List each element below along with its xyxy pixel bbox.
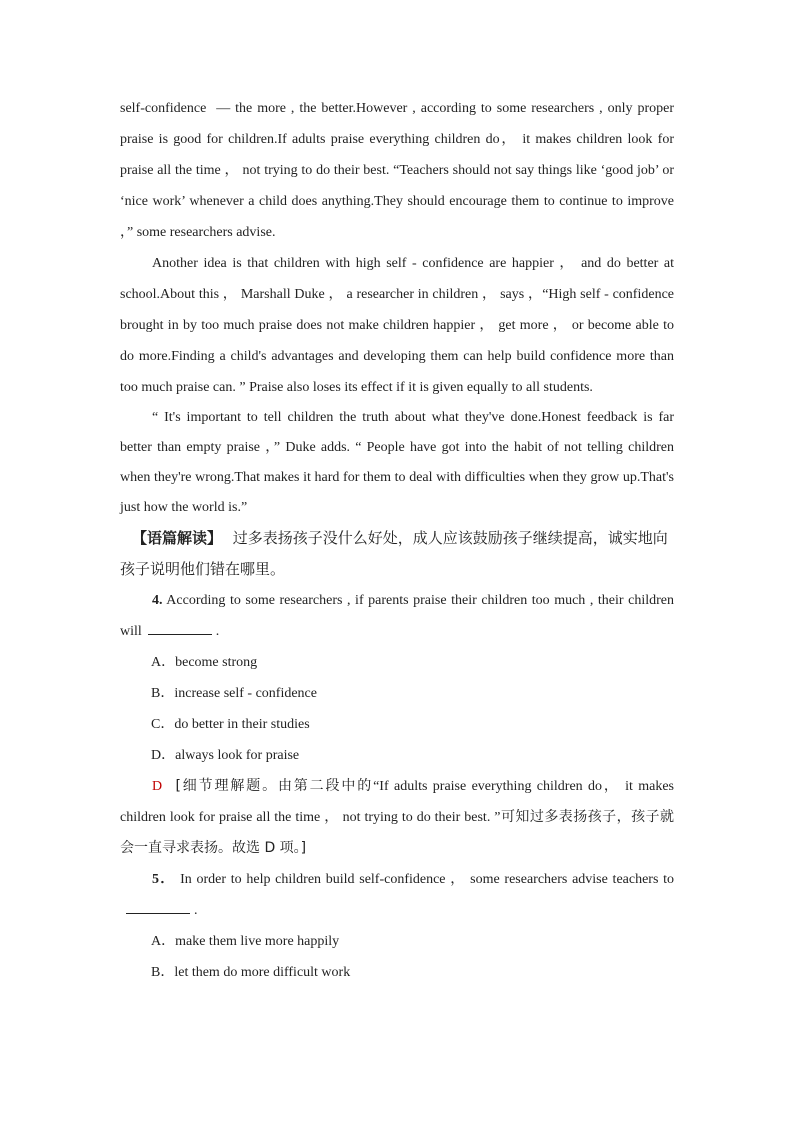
passage-paragraph-2: Another idea is that children with high self - confidence are happier ， and do better at school.About this ， Marshall Duke ， a researcher in children ， says ，“High self - confidence brought in by too much praise does not make children happier ， get more ， or become able to do more.Finding a child's advantages and developing them can help build confidence more than too much praise can. ” Praise also loses its effect if it is given equally to all students. xyxy=(120,256,674,395)
question-5-number: 5． xyxy=(152,872,176,887)
question-5-end: . xyxy=(194,903,198,918)
question-4-blank xyxy=(148,620,212,635)
answer-quote: “If adults praise everything children do， it makes children look for praise all the time ， not trying to do their best. ” xyxy=(120,779,674,825)
document-content xyxy=(120,93,674,988)
passage-paragraph-1: self-confidence — the more , the better.However , according to some researchers , only proper praise is good for children.If adults praise everything children do， it makes children look for praise all the time ， not trying to do their best. “Teachers should not say things like ‘good job’ or ‘nice work’ whenever a child does anything.They should encourage them to continue to improve ，” some researchers advise. xyxy=(120,101,674,240)
question-5-blank xyxy=(126,899,190,914)
question-4-text: According to some researchers , if parents praise their children too much , their children will xyxy=(120,593,675,639)
analysis-text: 过多表扬孩子没什么好处，成人应该鼓励孩子继续提高，诚实地向孩子说明他们错在哪里。 xyxy=(120,529,668,578)
answer-open: [细节理解题。由第二段中的 xyxy=(175,778,374,794)
question-4-answer xyxy=(120,771,674,864)
discourse-analysis xyxy=(120,523,674,585)
question-5-text: In order to help children build self-confidence ， some researchers advise teachers to xyxy=(180,872,675,887)
question-5-stem xyxy=(120,864,674,926)
question-4-option-c: C．do better in their studies xyxy=(151,717,310,732)
question-4-number: 4. xyxy=(152,593,163,608)
answer-close: 可知过多表扬孩子，孩子就会一直寻求表扬。故选 D 项。] xyxy=(120,809,674,856)
question-4-option-d: D．always look for praise xyxy=(151,748,300,763)
question-4-end: . xyxy=(215,624,220,639)
question-4-option-b: B．increase self - confidence xyxy=(151,686,317,701)
question-4-stem xyxy=(120,585,674,647)
question-5-option-b: B．let them do more difficult work xyxy=(151,965,351,980)
question-5-option-a: A．make them live more happily xyxy=(151,934,340,949)
question-4-option-a: A．become strong xyxy=(151,655,258,670)
passage-paragraph-3: “ It's important to tell children the truth about what they've done.Honest feedback is far better than empty praise ，” Duke adds. “ People have got into the habit of not telling children when they're wrong.That makes it hard for them to deal with difficulties when they grow up.That's just how the world is.” xyxy=(120,410,674,515)
analysis-tag: 【语篇解读】 xyxy=(132,529,223,547)
answer-letter: D xyxy=(152,779,163,794)
